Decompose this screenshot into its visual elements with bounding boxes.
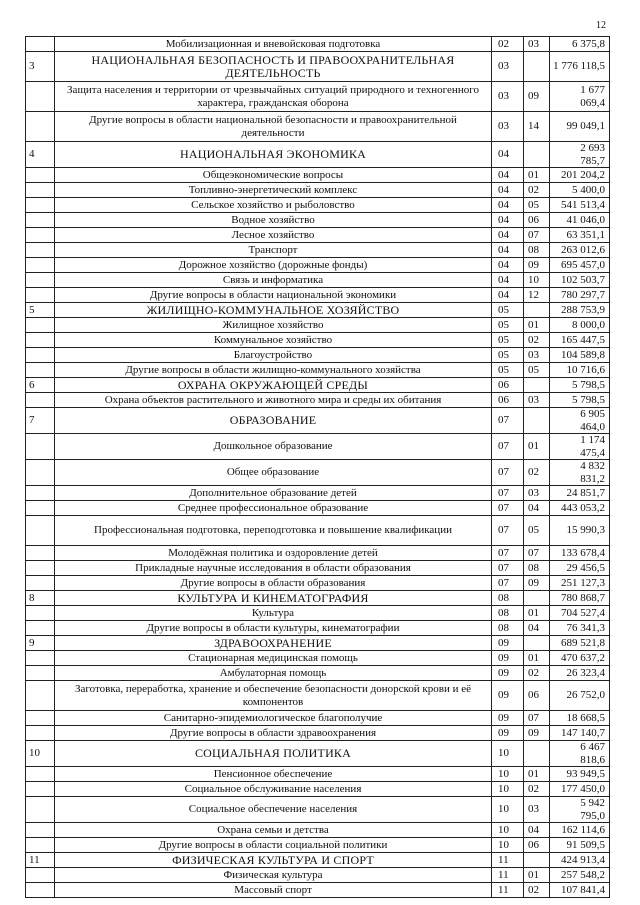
row-name-cell: Другие вопросы в области жилищно-коммунального хозяйства bbox=[55, 363, 492, 378]
row-name-cell: ОХРАНА ОКРУЖАЮЩЕЙ СРЕДЫ bbox=[55, 378, 492, 393]
amount-cell: 780 868,7 bbox=[550, 591, 610, 606]
section-code-cell: 08 bbox=[492, 591, 524, 606]
row-name-cell: НАЦИОНАЛЬНАЯ БЕЗОПАСНОСТЬ И ПРАВООХРАНИТЕЛЬНАЯ ДЕЯТЕЛЬНОСТЬ bbox=[55, 52, 492, 82]
row-name-cell: Жилищное хозяйство bbox=[55, 318, 492, 333]
row-number-cell bbox=[26, 460, 55, 486]
amount-cell: 107 841,4 bbox=[550, 883, 610, 898]
subsection-code-cell bbox=[524, 591, 550, 606]
row-number-cell bbox=[26, 651, 55, 666]
amount-cell: 91 509,5 bbox=[550, 838, 610, 853]
table-row bbox=[26, 318, 610, 333]
row-number-cell bbox=[26, 213, 55, 228]
row-name-cell: Дошкольное образование bbox=[55, 434, 492, 460]
amount-cell: 5 798,5 bbox=[550, 378, 610, 393]
table-row bbox=[26, 460, 610, 486]
section-code-cell: 04 bbox=[492, 142, 524, 168]
amount-cell: 257 548,2 bbox=[550, 868, 610, 883]
subsection-code-cell bbox=[524, 303, 550, 318]
table-row bbox=[26, 681, 610, 711]
row-name-cell: НАЦИОНАЛЬНАЯ ЭКОНОМИКА bbox=[55, 142, 492, 168]
row-number-cell bbox=[26, 198, 55, 213]
section-code-cell: 09 bbox=[492, 726, 524, 741]
subsection-code-cell: 03 bbox=[524, 797, 550, 823]
row-number-cell: 7 bbox=[26, 408, 55, 434]
section-code-cell: 09 bbox=[492, 636, 524, 651]
subsection-code-cell bbox=[524, 853, 550, 868]
table-row bbox=[26, 393, 610, 408]
subsection-code-cell: 07 bbox=[524, 228, 550, 243]
subsection-code-cell: 06 bbox=[524, 838, 550, 853]
subsection-code-cell: 03 bbox=[524, 348, 550, 363]
table-row bbox=[26, 576, 610, 591]
table-row bbox=[26, 112, 610, 142]
subsection-code-cell: 01 bbox=[524, 318, 550, 333]
table-row bbox=[26, 868, 610, 883]
section-code-cell: 09 bbox=[492, 666, 524, 681]
amount-cell: 29 456,5 bbox=[550, 561, 610, 576]
row-name-cell: Водное хозяйство bbox=[55, 213, 492, 228]
subsection-code-cell: 03 bbox=[524, 37, 550, 52]
row-name-cell: Физическая культура bbox=[55, 868, 492, 883]
row-name-cell: Массовый спорт bbox=[55, 883, 492, 898]
subsection-code-cell: 02 bbox=[524, 183, 550, 198]
row-number-cell bbox=[26, 883, 55, 898]
row-number-cell: 6 bbox=[26, 378, 55, 393]
amount-cell: 6 375,8 bbox=[550, 37, 610, 52]
row-number-cell bbox=[26, 681, 55, 711]
subsection-code-cell: 04 bbox=[524, 823, 550, 838]
row-name-cell: ЗДРАВООХРАНЕНИЕ bbox=[55, 636, 492, 651]
section-code-cell: 03 bbox=[492, 82, 524, 112]
subsection-code-cell bbox=[524, 378, 550, 393]
row-number-cell: 3 bbox=[26, 52, 55, 82]
subsection-code-cell: 06 bbox=[524, 681, 550, 711]
table-row bbox=[26, 486, 610, 501]
amount-cell: 541 513,4 bbox=[550, 198, 610, 213]
table-row bbox=[26, 288, 610, 303]
section-code-cell: 11 bbox=[492, 868, 524, 883]
section-row bbox=[26, 303, 610, 318]
row-number-cell bbox=[26, 228, 55, 243]
section-code-cell: 02 bbox=[492, 37, 524, 52]
subsection-code-cell: 02 bbox=[524, 883, 550, 898]
amount-cell: 5 798,5 bbox=[550, 393, 610, 408]
row-name-cell: Другие вопросы в области национальной экономики bbox=[55, 288, 492, 303]
amount-cell: 695 457,0 bbox=[550, 258, 610, 273]
row-number-cell: 4 bbox=[26, 142, 55, 168]
subsection-code-cell: 05 bbox=[524, 198, 550, 213]
section-code-cell: 04 bbox=[492, 288, 524, 303]
row-number-cell bbox=[26, 333, 55, 348]
row-name-cell: ФИЗИЧЕСКАЯ КУЛЬТУРА И СПОРТ bbox=[55, 853, 492, 868]
amount-cell: 6 467 818,6 bbox=[550, 741, 610, 767]
subsection-code-cell: 02 bbox=[524, 460, 550, 486]
table-row bbox=[26, 213, 610, 228]
row-name-cell: Охрана семьи и детства bbox=[55, 823, 492, 838]
amount-cell: 133 678,4 bbox=[550, 546, 610, 561]
row-number-cell bbox=[26, 868, 55, 883]
amount-cell: 99 049,1 bbox=[550, 112, 610, 142]
row-number-cell bbox=[26, 273, 55, 288]
budget-table bbox=[25, 36, 610, 898]
row-name-cell: Общее образование bbox=[55, 460, 492, 486]
section-code-cell: 10 bbox=[492, 741, 524, 767]
section-code-cell: 04 bbox=[492, 258, 524, 273]
row-name-cell: Молодёжная политика и оздоровление детей bbox=[55, 546, 492, 561]
subsection-code-cell: 02 bbox=[524, 666, 550, 681]
row-name-cell: Сельское хозяйство и рыболовство bbox=[55, 198, 492, 213]
row-name-cell: Культура bbox=[55, 606, 492, 621]
amount-cell: 15 990,3 bbox=[550, 516, 610, 546]
section-code-cell: 04 bbox=[492, 183, 524, 198]
row-number-cell bbox=[26, 112, 55, 142]
row-number-cell bbox=[26, 516, 55, 546]
row-name-cell: Социальное обеспечение населения bbox=[55, 797, 492, 823]
subsection-code-cell: 08 bbox=[524, 243, 550, 258]
section-row bbox=[26, 52, 610, 82]
subsection-code-cell: 09 bbox=[524, 82, 550, 112]
row-name-cell: Общеэкономические вопросы bbox=[55, 168, 492, 183]
section-code-cell: 10 bbox=[492, 782, 524, 797]
row-number-cell bbox=[26, 258, 55, 273]
section-code-cell: 05 bbox=[492, 318, 524, 333]
table-row bbox=[26, 243, 610, 258]
row-name-cell: Топливно-энергетический комплекс bbox=[55, 183, 492, 198]
table-row bbox=[26, 711, 610, 726]
subsection-code-cell: 01 bbox=[524, 606, 550, 621]
amount-cell: 41 046,0 bbox=[550, 213, 610, 228]
budget-table-body bbox=[26, 37, 610, 898]
table-row bbox=[26, 348, 610, 363]
subsection-code-cell: 01 bbox=[524, 168, 550, 183]
amount-cell: 76 341,3 bbox=[550, 621, 610, 636]
row-number-cell bbox=[26, 546, 55, 561]
row-name-cell: Лесное хозяйство bbox=[55, 228, 492, 243]
subsection-code-cell: 09 bbox=[524, 726, 550, 741]
row-name-cell: Дополнительное образование детей bbox=[55, 486, 492, 501]
row-name-cell: Амбулаторная помощь bbox=[55, 666, 492, 681]
row-name-cell: Стационарная медицинская помощь bbox=[55, 651, 492, 666]
table-row bbox=[26, 666, 610, 681]
subsection-code-cell: 03 bbox=[524, 393, 550, 408]
subsection-code-cell: 01 bbox=[524, 434, 550, 460]
row-name-cell: Мобилизационная и вневойсковая подготовка bbox=[55, 37, 492, 52]
row-number-cell bbox=[26, 486, 55, 501]
section-code-cell: 04 bbox=[492, 273, 524, 288]
row-name-cell: СОЦИАЛЬНАЯ ПОЛИТИКА bbox=[55, 741, 492, 767]
row-name-cell: Связь и информатика bbox=[55, 273, 492, 288]
row-number-cell bbox=[26, 838, 55, 853]
section-code-cell: 07 bbox=[492, 408, 524, 434]
amount-cell: 4 832 831,2 bbox=[550, 460, 610, 486]
section-code-cell: 05 bbox=[492, 363, 524, 378]
section-code-cell: 05 bbox=[492, 303, 524, 318]
table-row bbox=[26, 726, 610, 741]
section-code-cell: 11 bbox=[492, 853, 524, 868]
amount-cell: 5 942 795,0 bbox=[550, 797, 610, 823]
row-number-cell: 9 bbox=[26, 636, 55, 651]
row-name-cell: Коммунальное хозяйство bbox=[55, 333, 492, 348]
table-row bbox=[26, 797, 610, 823]
row-number-cell: 10 bbox=[26, 741, 55, 767]
subsection-code-cell: 06 bbox=[524, 213, 550, 228]
table-row bbox=[26, 606, 610, 621]
section-code-cell: 03 bbox=[492, 112, 524, 142]
subsection-code-cell: 14 bbox=[524, 112, 550, 142]
row-name-cell: Другие вопросы в области образования bbox=[55, 576, 492, 591]
amount-cell: 704 527,4 bbox=[550, 606, 610, 621]
row-name-cell: Другие вопросы в области социальной политики bbox=[55, 838, 492, 853]
section-row bbox=[26, 378, 610, 393]
row-name-cell: Другие вопросы в области культуры, кинематографии bbox=[55, 621, 492, 636]
table-row bbox=[26, 363, 610, 378]
subsection-code-cell: 01 bbox=[524, 868, 550, 883]
row-number-cell bbox=[26, 393, 55, 408]
row-name-cell: Санитарно-эпидемиологическое благополучие bbox=[55, 711, 492, 726]
page-number: 12 bbox=[596, 20, 606, 31]
row-name-cell: Пенсионное обеспечение bbox=[55, 767, 492, 782]
table-row bbox=[26, 183, 610, 198]
section-code-cell: 04 bbox=[492, 213, 524, 228]
row-number-cell bbox=[26, 37, 55, 52]
section-code-cell: 07 bbox=[492, 576, 524, 591]
row-number-cell bbox=[26, 434, 55, 460]
section-code-cell: 06 bbox=[492, 378, 524, 393]
table-row bbox=[26, 228, 610, 243]
amount-cell: 10 716,6 bbox=[550, 363, 610, 378]
section-row bbox=[26, 853, 610, 868]
amount-cell: 165 447,5 bbox=[550, 333, 610, 348]
table-row bbox=[26, 782, 610, 797]
subsection-code-cell bbox=[524, 741, 550, 767]
subsection-code-cell: 03 bbox=[524, 486, 550, 501]
row-name-cell: Дорожное хозяйство (дорожные фонды) bbox=[55, 258, 492, 273]
section-row bbox=[26, 408, 610, 434]
amount-cell: 1 776 118,5 bbox=[550, 52, 610, 82]
amount-cell: 2 693 785,7 bbox=[550, 142, 610, 168]
section-row bbox=[26, 741, 610, 767]
section-code-cell: 07 bbox=[492, 501, 524, 516]
row-name-cell: КУЛЬТУРА И КИНЕМАТОГРАФИЯ bbox=[55, 591, 492, 606]
row-number-cell bbox=[26, 501, 55, 516]
subsection-code-cell: 09 bbox=[524, 258, 550, 273]
section-code-cell: 10 bbox=[492, 823, 524, 838]
subsection-code-cell: 10 bbox=[524, 273, 550, 288]
amount-cell: 63 351,1 bbox=[550, 228, 610, 243]
section-code-cell: 08 bbox=[492, 606, 524, 621]
row-name-cell: Среднее профессиональное образование bbox=[55, 501, 492, 516]
section-code-cell: 07 bbox=[492, 486, 524, 501]
amount-cell: 263 012,6 bbox=[550, 243, 610, 258]
table-row bbox=[26, 273, 610, 288]
section-code-cell: 03 bbox=[492, 52, 524, 82]
section-code-cell: 11 bbox=[492, 883, 524, 898]
section-code-cell: 07 bbox=[492, 561, 524, 576]
row-name-cell: Защита населения и территории от чрезвычайных ситуаций природного и техногенного характера, гражданская оборона bbox=[55, 82, 492, 112]
section-code-cell: 05 bbox=[492, 348, 524, 363]
section-code-cell: 07 bbox=[492, 460, 524, 486]
amount-cell: 26 323,4 bbox=[550, 666, 610, 681]
row-number-cell bbox=[26, 363, 55, 378]
amount-cell: 162 114,6 bbox=[550, 823, 610, 838]
subsection-code-cell: 05 bbox=[524, 363, 550, 378]
table-row bbox=[26, 838, 610, 853]
section-row bbox=[26, 636, 610, 651]
row-number-cell bbox=[26, 576, 55, 591]
table-row bbox=[26, 561, 610, 576]
subsection-code-cell bbox=[524, 408, 550, 434]
amount-cell: 288 753,9 bbox=[550, 303, 610, 318]
row-name-cell: Заготовка, переработка, хранение и обеспечение безопасности донорской крови и её компонентов bbox=[55, 681, 492, 711]
amount-cell: 443 053,2 bbox=[550, 501, 610, 516]
row-name-cell: Профессиональная подготовка, переподготовка и повышение квалификации bbox=[55, 516, 492, 546]
subsection-code-cell: 05 bbox=[524, 516, 550, 546]
row-name-cell: Социальное обслуживание населения bbox=[55, 782, 492, 797]
section-code-cell: 05 bbox=[492, 333, 524, 348]
amount-cell: 26 752,0 bbox=[550, 681, 610, 711]
row-number-cell bbox=[26, 168, 55, 183]
section-code-cell: 10 bbox=[492, 767, 524, 782]
row-number-cell bbox=[26, 823, 55, 838]
amount-cell: 5 400,0 bbox=[550, 183, 610, 198]
amount-cell: 689 521,8 bbox=[550, 636, 610, 651]
table-row bbox=[26, 546, 610, 561]
table-row bbox=[26, 651, 610, 666]
subsection-code-cell: 01 bbox=[524, 651, 550, 666]
amount-cell: 24 851,7 bbox=[550, 486, 610, 501]
row-number-cell bbox=[26, 797, 55, 823]
table-row bbox=[26, 883, 610, 898]
row-name-cell: Охрана объектов растительного и животного мира и среды их обитания bbox=[55, 393, 492, 408]
table-row bbox=[26, 198, 610, 213]
row-number-cell bbox=[26, 348, 55, 363]
amount-cell: 6 905 464,0 bbox=[550, 408, 610, 434]
amount-cell: 104 589,8 bbox=[550, 348, 610, 363]
row-number-cell bbox=[26, 666, 55, 681]
section-row bbox=[26, 142, 610, 168]
row-number-cell: 11 bbox=[26, 853, 55, 868]
row-name-cell: ЖИЛИЩНО-КОММУНАЛЬНОЕ ХОЗЯЙСТВО bbox=[55, 303, 492, 318]
amount-cell: 147 140,7 bbox=[550, 726, 610, 741]
table-row bbox=[26, 168, 610, 183]
subsection-code-cell: 02 bbox=[524, 333, 550, 348]
amount-cell: 470 637,2 bbox=[550, 651, 610, 666]
row-number-cell bbox=[26, 606, 55, 621]
table-row bbox=[26, 434, 610, 460]
table-row bbox=[26, 516, 610, 546]
amount-cell: 18 668,5 bbox=[550, 711, 610, 726]
row-number-cell bbox=[26, 782, 55, 797]
row-number-cell bbox=[26, 183, 55, 198]
table-row bbox=[26, 258, 610, 273]
amount-cell: 424 913,4 bbox=[550, 853, 610, 868]
section-code-cell: 04 bbox=[492, 243, 524, 258]
row-name-cell: Другие вопросы в области здравоохранения bbox=[55, 726, 492, 741]
amount-cell: 201 204,2 bbox=[550, 168, 610, 183]
row-name-cell: Благоустройство bbox=[55, 348, 492, 363]
section-code-cell: 09 bbox=[492, 711, 524, 726]
section-code-cell: 04 bbox=[492, 228, 524, 243]
row-name-cell: Прикладные научные исследования в области образования bbox=[55, 561, 492, 576]
subsection-code-cell: 09 bbox=[524, 576, 550, 591]
subsection-code-cell: 07 bbox=[524, 711, 550, 726]
section-row bbox=[26, 591, 610, 606]
table-row bbox=[26, 501, 610, 516]
section-code-cell: 06 bbox=[492, 393, 524, 408]
section-code-cell: 07 bbox=[492, 434, 524, 460]
row-name-cell: Другие вопросы в области национальной безопасности и правоохранительной деятельности bbox=[55, 112, 492, 142]
table-row bbox=[26, 621, 610, 636]
row-number-cell bbox=[26, 318, 55, 333]
section-code-cell: 08 bbox=[492, 621, 524, 636]
table-row bbox=[26, 82, 610, 112]
row-number-cell bbox=[26, 288, 55, 303]
subsection-code-cell: 04 bbox=[524, 621, 550, 636]
row-number-cell bbox=[26, 82, 55, 112]
subsection-code-cell: 12 bbox=[524, 288, 550, 303]
row-name-cell: ОБРАЗОВАНИЕ bbox=[55, 408, 492, 434]
subsection-code-cell: 07 bbox=[524, 546, 550, 561]
table-row bbox=[26, 37, 610, 52]
subsection-code-cell bbox=[524, 142, 550, 168]
section-code-cell: 07 bbox=[492, 516, 524, 546]
amount-cell: 780 297,7 bbox=[550, 288, 610, 303]
amount-cell: 8 000,0 bbox=[550, 318, 610, 333]
row-number-cell bbox=[26, 243, 55, 258]
subsection-code-cell bbox=[524, 52, 550, 82]
row-number-cell bbox=[26, 711, 55, 726]
subsection-code-cell: 01 bbox=[524, 767, 550, 782]
row-number-cell bbox=[26, 767, 55, 782]
section-code-cell: 10 bbox=[492, 797, 524, 823]
row-number-cell: 8 bbox=[26, 591, 55, 606]
row-number-cell bbox=[26, 561, 55, 576]
subsection-code-cell: 04 bbox=[524, 501, 550, 516]
row-name-cell: Транспорт bbox=[55, 243, 492, 258]
amount-cell: 93 949,5 bbox=[550, 767, 610, 782]
section-code-cell: 10 bbox=[492, 838, 524, 853]
table-row bbox=[26, 767, 610, 782]
section-code-cell: 04 bbox=[492, 198, 524, 213]
amount-cell: 251 127,3 bbox=[550, 576, 610, 591]
amount-cell: 1 677 069,4 bbox=[550, 82, 610, 112]
section-code-cell: 07 bbox=[492, 546, 524, 561]
row-number-cell bbox=[26, 726, 55, 741]
table-row bbox=[26, 823, 610, 838]
row-number-cell bbox=[26, 621, 55, 636]
subsection-code-cell: 02 bbox=[524, 782, 550, 797]
table-row bbox=[26, 333, 610, 348]
section-code-cell: 09 bbox=[492, 651, 524, 666]
amount-cell: 1 174 475,4 bbox=[550, 434, 610, 460]
subsection-code-cell bbox=[524, 636, 550, 651]
section-code-cell: 04 bbox=[492, 168, 524, 183]
amount-cell: 102 503,7 bbox=[550, 273, 610, 288]
row-number-cell: 5 bbox=[26, 303, 55, 318]
amount-cell: 177 450,0 bbox=[550, 782, 610, 797]
subsection-code-cell: 08 bbox=[524, 561, 550, 576]
section-code-cell: 09 bbox=[492, 681, 524, 711]
